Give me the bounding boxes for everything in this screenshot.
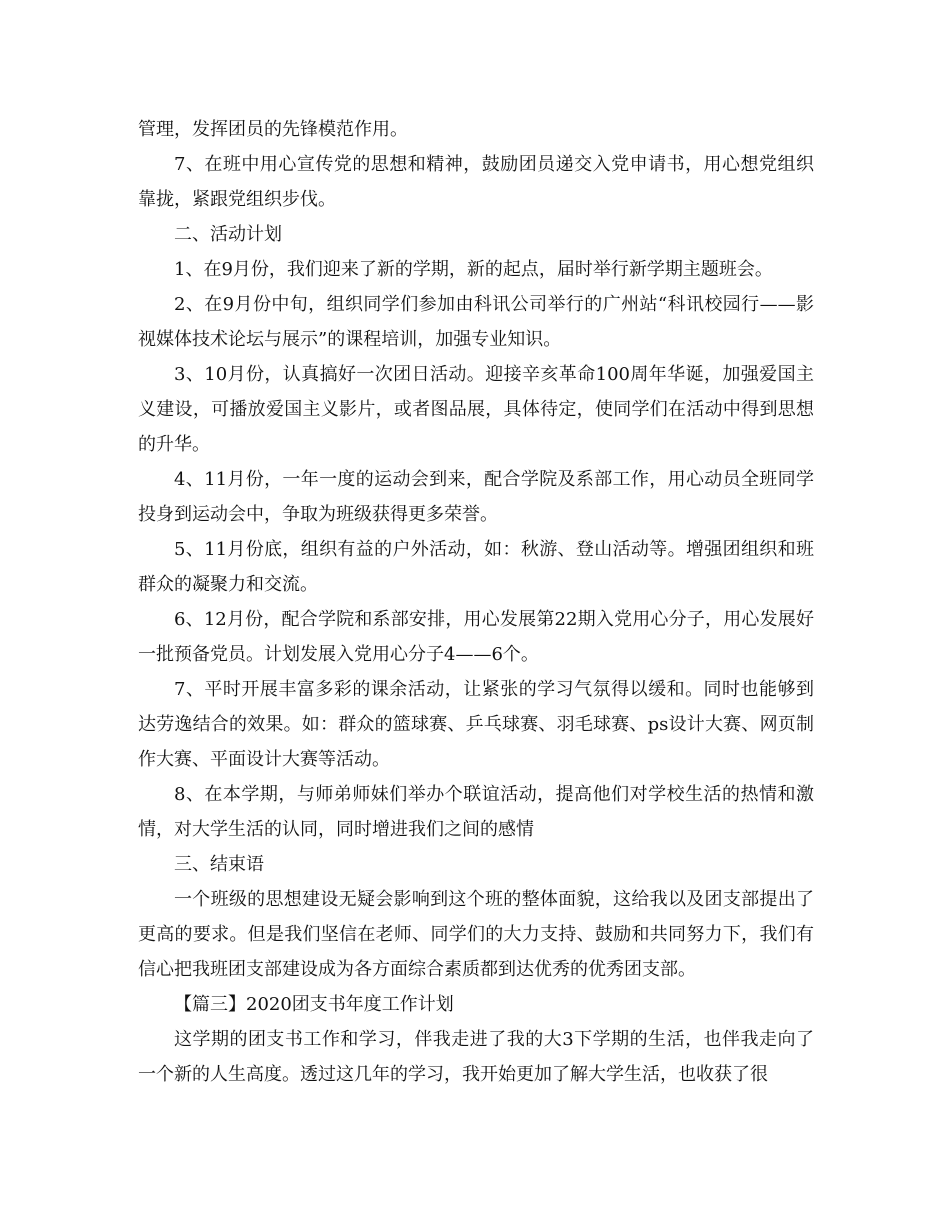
paragraph-continuation: 管理，发挥团员的先锋模范作用。 (138, 119, 408, 140)
paragraph-part-three-intro: 这学期的团支书工作和学习，伴我走进了我的大3下学期的生活，也伴我走向了一个新的人生高度。透过这几年的学习，我开始更加了解大学生活，也收获了很 (138, 1029, 814, 1085)
paragraph-plan-item-6: 6、12月份，配合学院和系部安排，用心发展第22期入党用心分子，用心发展好一批预备党员。计划发展入党用心分子4——6个。 (138, 609, 814, 665)
section-heading-part-three: 【篇三】2020团支书年度工作计划 (174, 994, 454, 1015)
document-body (138, 112, 814, 1092)
paragraph-plan-item-8: 8、在本学期，与师弟师妹们举办个联谊活动，提高他们对学校生活的热情和激情，对大学生活的认同，同时增进我们之间的感情 (138, 784, 814, 840)
paragraph-conclusion: 一个班级的思想建设无疑会影响到这个班的整体面貌，这给我以及团支部提出了更高的要求。但是我们坚信在老师、同学们的大力支持、鼓励和共同努力下，我们有信心把我班团支部建设成为各方面综合素质都到达优秀的优秀团支部。 (138, 889, 814, 980)
paragraph-plan-item-3: 3、10月份，认真搞好一次团日活动。迎接辛亥革命100周年华诞，加强爱国主义建设，可播放爱国主义影片，或者图品展，具体待定，使同学们在活动中得到思想的升华。 (138, 364, 814, 455)
paragraph-item-7-propaganda: 7、在班中用心宣传党的思想和精神，鼓励团员递交入党申请书，用心想党组织靠拢，紧跟党组织步伐。 (138, 154, 814, 210)
section-heading-activity-plan: 二、活动计划 (174, 224, 282, 245)
section-heading-conclusion: 三、结束语 (174, 854, 264, 875)
paragraph-plan-item-4: 4、11月份，一年一度的运动会到来，配合学院及系部工作，用心动员全班同学投身到运动会中，争取为班级获得更多荣誉。 (138, 469, 814, 525)
paragraph-plan-item-7: 7、平时开展丰富多彩的课余活动，让紧张的学习气氛得以缓和。同时也能够到达劳逸结合的效果。如：群众的篮球赛、乒乓球赛、羽毛球赛、ps设计大赛、网页制作大赛、平面设计大赛等活动。 (138, 679, 814, 770)
paragraph-plan-item-1: 1、在9月份，我们迎来了新的学期，新的起点，届时举行新学期主题班会。 (174, 259, 773, 280)
paragraph-plan-item-2: 2、在9月份中旬，组织同学们参加由科讯公司举行的广州站“科讯校园行——影视媒体技术论坛与展示”的课程培训，加强专业知识。 (138, 294, 814, 350)
paragraph-plan-item-5: 5、11月份底，组织有益的户外活动，如：秋游、登山活动等。增强团组织和班群众的凝聚力和交流。 (138, 539, 814, 595)
